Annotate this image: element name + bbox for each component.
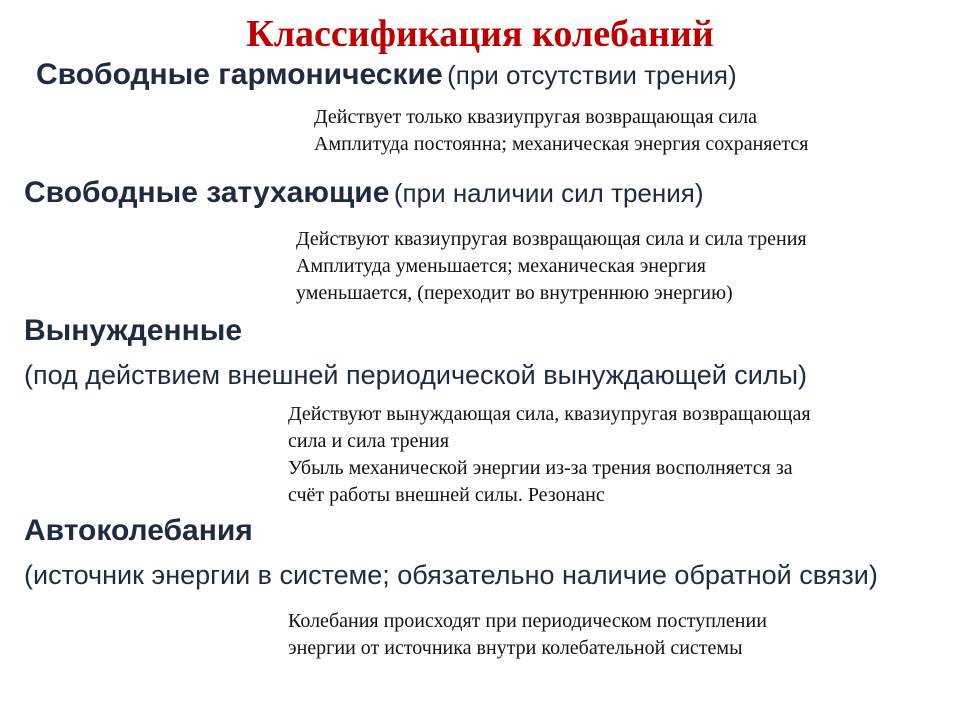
section-description-self-oscillations	[288, 608, 767, 662]
description-line: Действуют квазиупругая возвращающая сила и сила трения	[296, 228, 807, 250]
section-heading-free-harmonic	[36, 58, 737, 92]
section-heading-bold: Свободные затухающие	[24, 176, 390, 209]
description-line: Амплитуда постоянна; механическая энергия сохраняется	[314, 133, 809, 155]
section-subnote-forced: (под действием внешней периодической вынуждающей силы)	[24, 360, 808, 390]
section-heading-bold: Свободные гармонические	[36, 58, 443, 91]
description-line: энергии от источника внутри колебательной системы	[288, 637, 743, 659]
section-subnote-self-oscillations: (источник энергии в системе; обязательно наличие обратной связи)	[24, 560, 878, 590]
description-line: Убыль механической энергии из-за трения восполняется за	[288, 457, 793, 479]
description-line: Амплитуда уменьшается; механическая энергия	[296, 255, 706, 277]
section-description-free-damped	[296, 226, 807, 307]
description-line: сила и сила трения	[288, 430, 450, 452]
description-line: Действует только квазиупругая возвращающая сила	[314, 106, 757, 128]
description-line: Действуют вынуждающая сила, квазиупругая возвращающая	[288, 403, 811, 425]
section-heading-free-damped	[24, 176, 704, 210]
description-line: счёт работы внешней силы. Резонанс	[288, 484, 605, 506]
section-heading-note: (при наличии сил трения)	[393, 178, 704, 208]
section-heading-bold: Вынужденные	[24, 314, 242, 347]
section-heading-bold: Автоколебания	[24, 514, 253, 547]
section-heading-note: (при отсутствии трения)	[447, 60, 737, 90]
section-description-forced	[288, 401, 811, 509]
section-heading-self-oscillations	[24, 514, 253, 548]
slide-title: Классификация колебаний	[246, 13, 714, 55]
description-line: Колебания происходят при периодическом поступлении	[288, 610, 767, 632]
section-description-free-harmonic	[314, 104, 808, 158]
description-line: уменьшается, (переходит во внутреннюю энергию)	[296, 282, 733, 304]
section-heading-forced	[24, 314, 242, 348]
